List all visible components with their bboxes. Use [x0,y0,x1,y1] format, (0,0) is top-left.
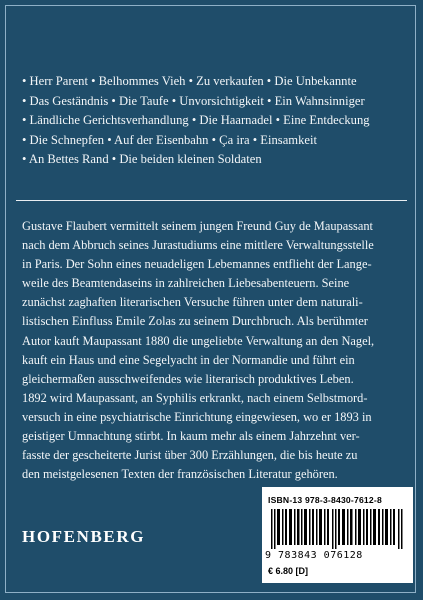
description-line: Gustave Flaubert vermittelt seinem jungen Freund Guy de Maupassant [22,219,373,233]
story-titles-list [22,72,407,170]
description-line: kauft ein Haus und eine Segelyacht in der Normandie und führt ein [22,352,355,367]
description-line: fasste der gescheiterte Jurist über 300 Erzählungen, die bis heute zu [22,448,358,463]
publisher-logo: HOFENBERG [22,527,146,546]
story-titles-line: • Das Geständnis • Die Taufe • Unvorsichtigkeit • Ein Wahnsinniger [22,93,365,108]
description-line: zunächst zaghaften literarischen Versuche führen unter dem naturali- [22,295,363,310]
story-titles-line: • An Bettes Rand • Die beiden kleinen Soldaten [22,152,262,167]
barcode-bars [271,509,403,549]
barcode-digits: 9 783843 076128 [265,550,363,561]
description-line: den meistgelesenen Texten der französischen Literatur gehören. [22,467,338,482]
description-line: versuch in eine psychiatrische Einrichtung eingewiesen, wo er 1893 in [22,409,372,424]
barcode-panel [262,487,413,583]
description-line: Autor kauft Maupassant 1880 die ungeliebte Verwaltung an den Nagel, [22,333,375,348]
description-line: listischen Einfluss Emile Zolas zu seinem Durchbruch. Als berühmter [22,314,368,329]
description-line: nach dem Abbruch seines Jurastudiums eine mittlere Verwaltungsstelle [22,238,374,253]
story-titles-line: • Ländliche Gerichtsverhandlung • Die Haarnadel • Eine Entdeckung [22,113,370,128]
description-line: weile des Beamtendaseins in zahlreichen Liebesabenteuern. Seine [22,276,350,291]
book-description [22,217,407,484]
description-line: 1892 wird Maupassant, an Syphilis erkrankt, nach einem Selbstmord- [22,390,368,405]
isbn-label: ISBN-13 978-3-8430-7612-8 [268,495,382,505]
story-titles-line: • Herr Parent • Belhommes Vieh • Zu verkaufen • Die Unbekannte [22,74,357,88]
divider-line [16,200,407,201]
description-line: gleichermaßen ausschweifendes wie literarisch produktives Leben. [22,371,354,386]
description-line: geistiger Umnachtung stirbt. In kaum mehr als einem Jahrzehnt ver- [22,429,360,444]
story-titles-line: • Die Schnepfen • Auf der Eisenbahn • Ça ira • Einsamkeit [22,132,317,147]
description-line: in Paris. Der Sohn eines neuadeligen Lebemannes entflieht der Lange- [22,257,372,272]
price-label: € 6.80 [D] [268,566,309,576]
